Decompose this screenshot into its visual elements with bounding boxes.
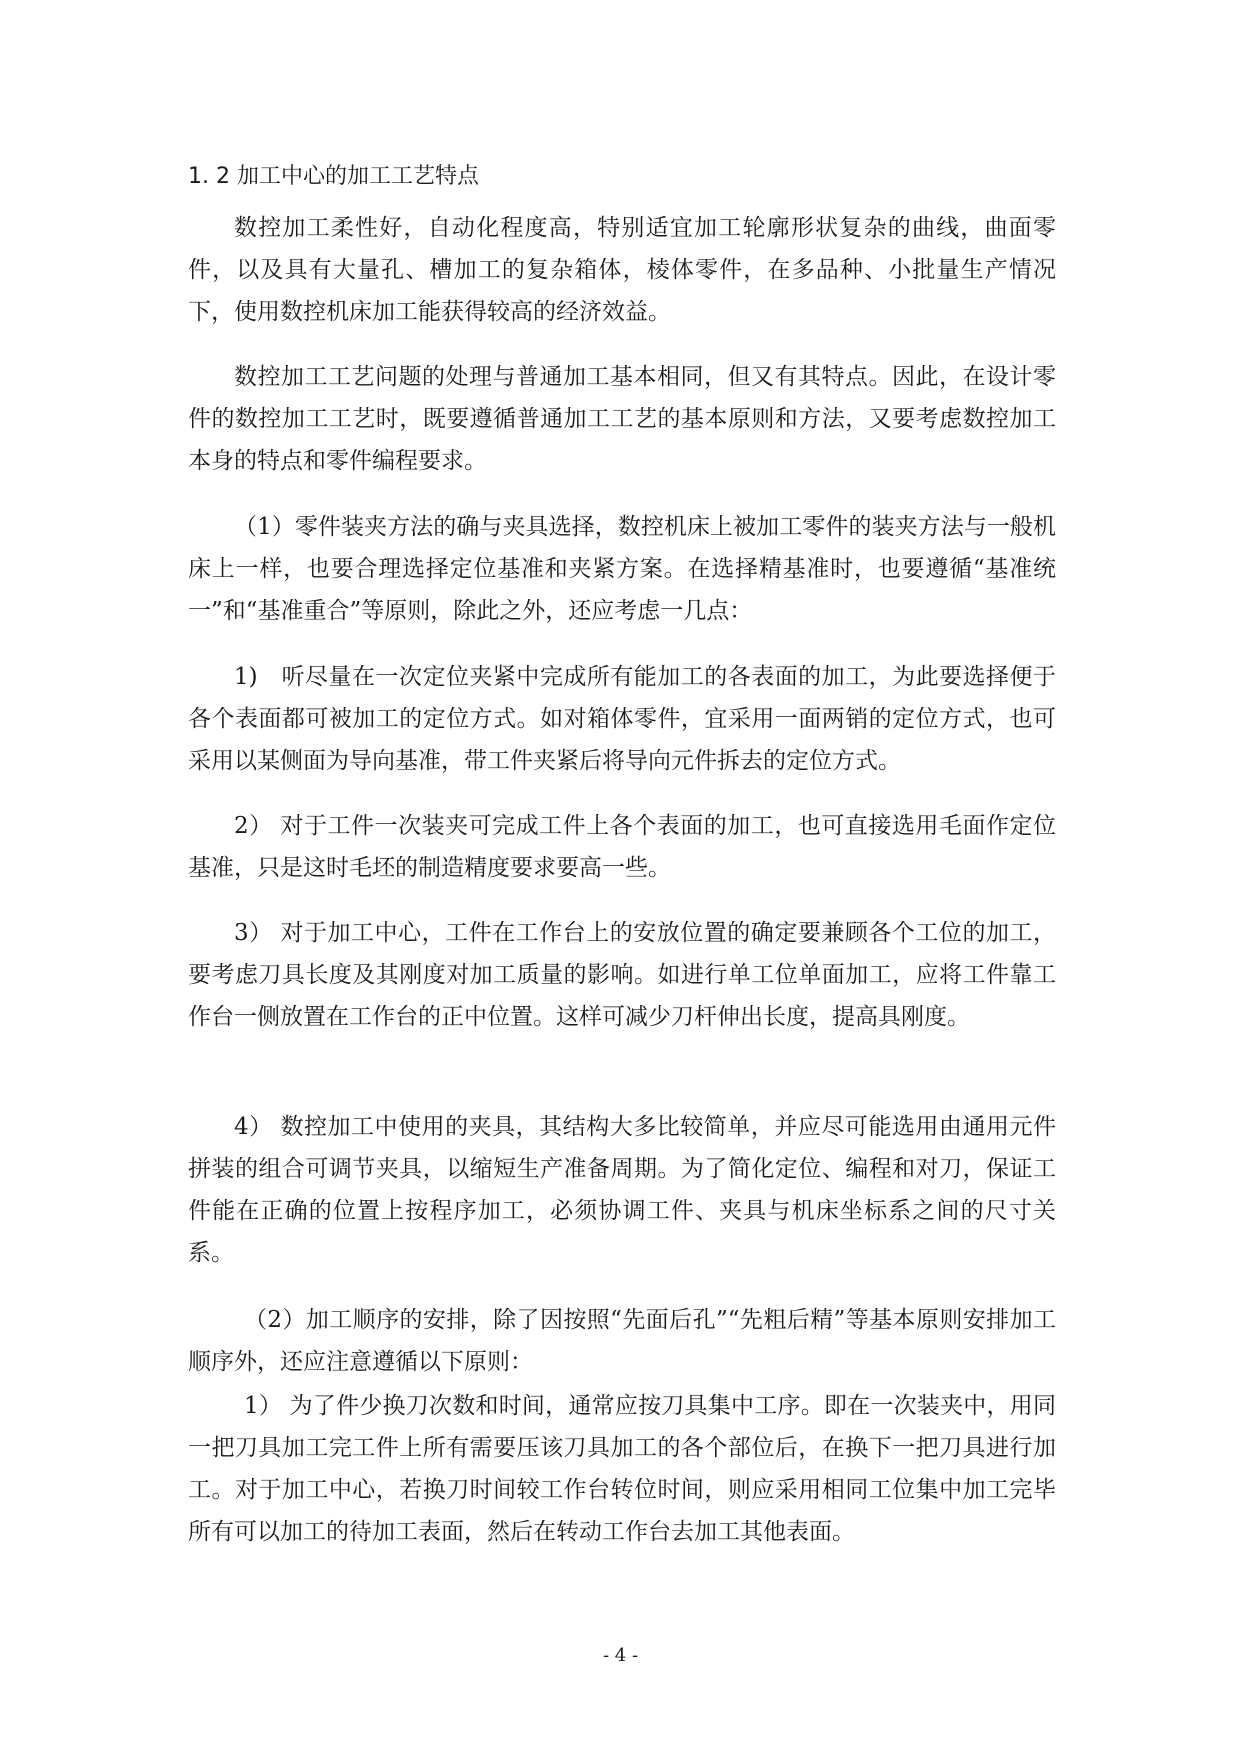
paragraph-item-2: 2） 对于工件一次装夹可完成工件上各个表面的加工，也可直接选用毛面作定位基准，只是这时毛坯的制造精度要求要高一些。 <box>188 813 1056 881</box>
paragraph-item-3: 3） 对于加工中心，工件在工作台上的安放位置的确定要兼顾各个工位的加工，要考虑刀具长度及其刚度对加工质量的影响。如进行单工位单面加工，应将工件靠工作台一侧放置在工作台的正中位置。这样可减少刀杆伸出长度，提高具刚度。 <box>188 920 1056 1030</box>
paragraph-process: 数控加工工艺问题的处理与普通加工基本相同，但又有其特点。因此，在设计零件的数控加工工艺时，既要遵循普通加工工艺的基本原则和方法，又要考虑数控加工本身的特点和零件编程要求。 <box>188 364 1056 474</box>
paragraph-item-1: 1) 听尽量在一次定位夹紧中完成所有能加工的各表面的加工，为此要选择便于各个表面都可被加工的定位方式。如对箱体零件，宜采用一面两销的定位方式，也可采用以某侧面为导向基准，带工件夹紧后将导向元件拆去的定位方式。 <box>188 664 1056 774</box>
section-heading: 1. 2 加工中心的加工工艺特点 <box>188 164 479 189</box>
page-number: - 4 - <box>602 1645 639 1666</box>
paragraph-item-4: 4） 数控加工中使用的夹具，其结构大多比较简单，并应尽可能选用由通用元件拼装的组合可调节夹具，以缩短生产准备周期。为了简化定位、编程和对刀，保证工件能在正确的位置上按程序加工，必须协调工件、夹具与机床坐标系之间的尺寸关系。 <box>188 1114 1056 1266</box>
paragraph-sequence: （2）加工顺序的安排，除了因按照“先面后孔”“先粗后精”等基本原则安排加工顺序外，还应注意遵循以下原则： <box>188 1307 1056 1375</box>
paragraph-clamping: （1）零件装夹方法的确与夹具选择，数控机床上被加工零件的装夹方法与一般机床上一样，也要合理选择定位基准和夹紧方案。在选择精基准时，也要遵循“基准统一”和“基准重合”等原则，除此之外，还应考虑一几点： <box>188 514 1056 624</box>
paragraph-sequence-item-1: 1） 为了件少换刀次数和时间，通常应按刀具集中工序。即在一次装夹中，用同一把刀具加工完工件上所有需要压该刀具加工的各个部位后，在换下一把刀具进行加工。对于加工中心，若换刀时间较工作台转位时间，则应采用相同工位集中加工完毕所有可以加工的待加工表面，然后在转动工作台去加工其他表面。 <box>188 1393 1056 1545</box>
paragraph-intro: 数控加工柔性好，自动化程度高，特别适宜加工轮廓形状复杂的曲线，曲面零件，以及具有大量孔、槽加工的复杂箱体，棱体零件，在多品种、小批量生产情况下，使用数控机床加工能获得较高的经济效益。 <box>188 215 1056 325</box>
